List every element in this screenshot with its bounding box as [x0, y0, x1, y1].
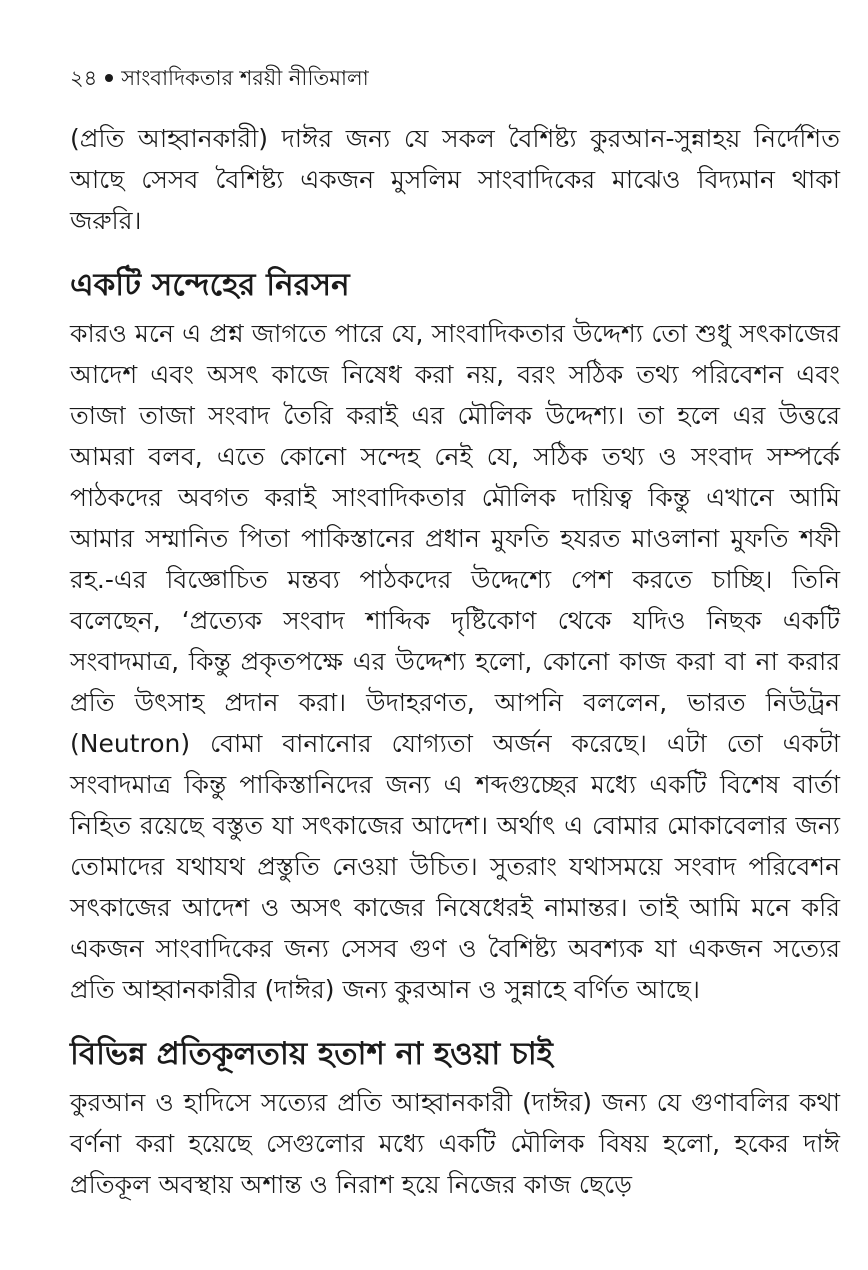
page-number: ২৪: [70, 66, 98, 90]
paragraph: কারও মনে এ প্রশ্ন জাগতে পারে যে, সাংবাদিকতার উদ্দেশ্য তো শুধু সৎকাজের আদেশ এবং অসৎ কাজে নিষেধ করা নয়, বরং সঠিক তথ্য পরিবেশন এবং তাজা তাজা সংবাদ তৈরি করাই এর মৌলিক উদ্দেশ্য। তা হলে এর উত্তরে আমরা বলব, এতে কোনো সন্দেহ নেই যে, সঠিক তথ্য ও সংবাদ সম্পর্কে পাঠকদের অবগত করাই সাংবাদিকতার মৌলিক দায়িত্ব কিন্তু এখানে আমি আমার সম্মানিত পিতা পাকিস্তানের প্রধান মুফতি হযরত মাওলানা মুফতি শফী রহ.-এর বিজ্ঞোচিত মন্তব্য পাঠকদের উদ্দেশ্যে পেশ করতে চাচ্ছি। তিনি বলেছেন, ‘প্রত্যেক সংবাদ শাব্দিক দৃষ্টিকোণ থেকে যদিও নিছক একটি সংবাদমাত্র, কিন্তু প্রকৃতপক্ষে এর উদ্দেশ্য হলো, কোনো কাজ করা বা না করার প্রতি উৎসাহ প্রদান করা। উদাহরণত, আপনি বললেন, ভারত নিউট্রন (Neutron) বোমা বানানোর যোগ্যতা অর্জন করেছে। এটা তো একটা সংবাদমাত্র কিন্তু পাকিস্তানিদের জন্য এ শব্দগুচ্ছের মধ্যে একটি বিশেষ বার্তা নিহিত রয়েছে বস্তুত যা সৎকাজের আদেশ। অর্থাৎ এ বোমার মোকাবেলার জন্য তোমাদের যথাযথ প্রস্তুতি নেওয়া উচিত। সুতরাং যথাসময়ে সংবাদ পরিবেশন সৎকাজের আদেশ ও অসৎ কাজের নিষেধেরই নামান্তর। তাই আমি মনে করি একজন সাংবাদিকের জন্য সেসব গুণ ও বৈশিষ্ট্য অবশ্যক যা একজন সত্যের প্রতি আহ্বানকারীর (দাঈর) জন্য কুরআন ও সুন্নাহে বর্ণিত আছে।: [70, 319, 840, 1004]
section-heading: বিভিন্ন প্রতিকূলতায় হতাশ না হওয়া চাই: [70, 1036, 553, 1072]
paragraph: কুরআন ও হাদিসে সত্যের প্রতি আহ্বানকারী (দাঈর) জন্য যে গুণাবলির কথা বর্ণনা করা হয়েছে সেগুলোর মধ্যে একটি মৌলিক বিষয় হলো, হকের দাঈ প্রতিকূল অবস্থায় অশান্ত ও নিরাশ হয়ে নিজের কাজ ছেড়ে: [70, 1088, 840, 1199]
book-title: সাংবাদিকতার শরয়ী নীতিমালা: [121, 66, 369, 90]
page-body: [70, 118, 840, 1205]
running-header: [70, 64, 369, 92]
section-heading: একটি সন্দেহের নিরসন: [70, 267, 350, 303]
bullet-separator-icon: [105, 74, 113, 82]
paragraph: (প্রতি আহ্বানকারী) দাঈর জন্য যে সকল বৈশিষ্ট্য কুরআন-সুন্নাহয় নির্দেশিত আছে সেসব বৈশিষ্ট্য একজন মুসলিম সাংবাদিকের মাঝেও বিদ্যমান থাকা জরুরি।: [70, 124, 840, 235]
